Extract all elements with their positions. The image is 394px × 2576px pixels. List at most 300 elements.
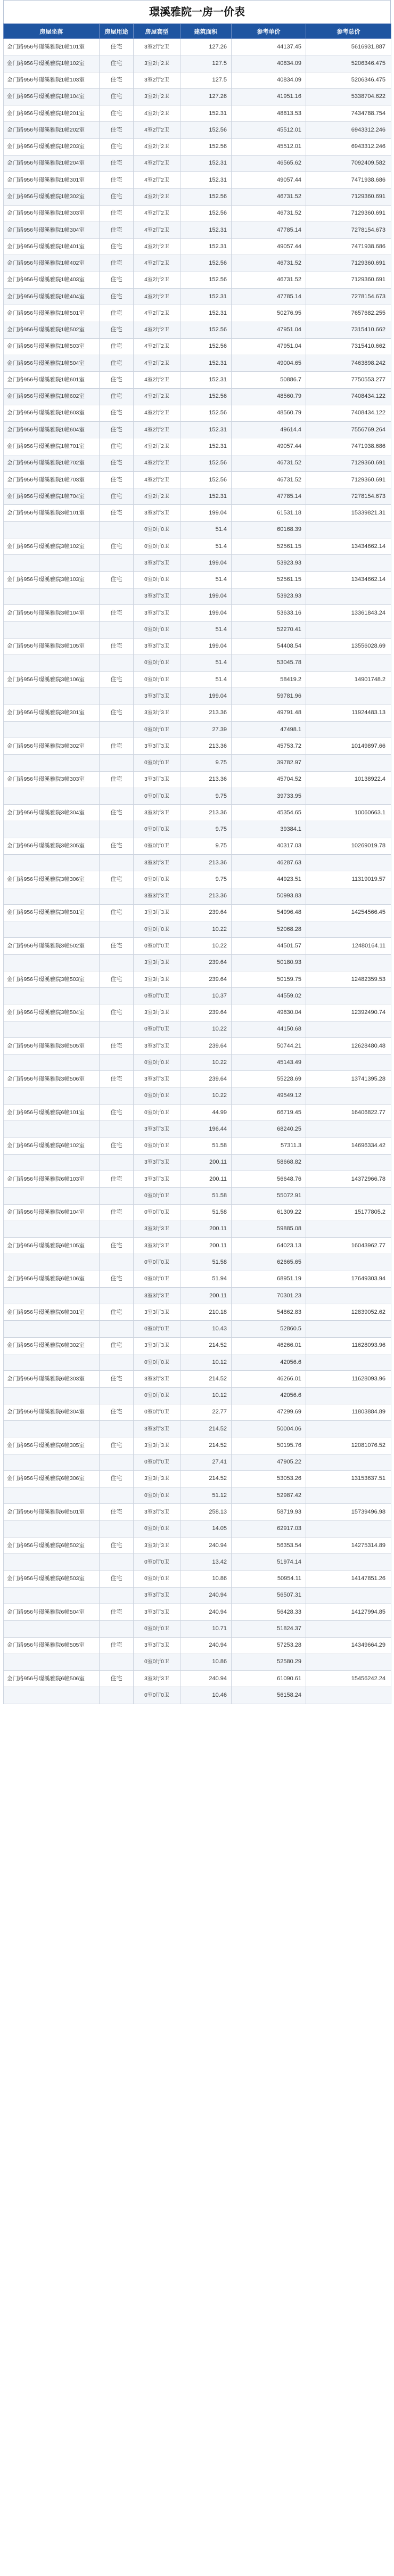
table-row [4,1004,391,1021]
cell-layout: 4室2厅2卫 [134,438,180,455]
cell-usage: 住宅 [100,72,134,88]
cell-location: 金门路956号璟溪雅院1幢402室 [4,255,100,272]
cell-unit-price: 44923.51 [232,871,306,888]
cell-location [4,1554,100,1571]
cell-layout: 3室3厅3卫 [134,1537,180,1553]
table-row [4,705,391,721]
cell-total-price: 10060663.1 [306,805,391,821]
cell-area: 239.64 [180,954,232,971]
cell-total-price [306,721,391,738]
cell-unit-price: 55072.91 [232,1188,306,1204]
cell-total-price: 10138922.4 [306,771,391,788]
cell-layout: 0室0厅0卫 [134,838,180,854]
header-total-price: 参考总价 [306,24,391,39]
cell-layout: 4室2厅2卫 [134,372,180,388]
cell-total-price: 13153637.51 [306,1470,391,1487]
cell-unit-price: 50954.11 [232,1571,306,1587]
table-row [4,1171,391,1188]
table-row [4,322,391,338]
cell-layout: 0室0厅0卫 [134,1654,180,1670]
cell-unit-price: 61309.22 [232,1204,306,1221]
table-row [4,1671,391,1687]
cell-area: 199.04 [180,555,232,571]
cell-usage: 住宅 [100,322,134,338]
cell-total-price: 11803884.89 [306,1404,391,1420]
cell-layout: 4室2厅2卫 [134,255,180,272]
cell-area: 51.4 [180,521,232,538]
cell-location: 金门路956号璟溪雅院3幢104室 [4,605,100,621]
table-row [4,1021,391,1037]
table-row [4,904,391,921]
cell-usage: 住宅 [100,1238,134,1254]
table-row [4,1138,391,1154]
cell-area: 239.64 [180,1071,232,1087]
cell-area: 51.94 [180,1271,232,1287]
cell-area: 152.31 [180,355,232,372]
cell-area: 152.31 [180,438,232,455]
cell-total-price: 15177805.2 [306,1204,391,1221]
cell-total-price [306,1487,391,1504]
cell-location: 金门路956号璟溪雅院6幢506室 [4,1671,100,1687]
cell-total-price: 13434662.14 [306,538,391,554]
cell-area: 239.64 [180,1004,232,1021]
cell-unit-price: 49057.44 [232,438,306,455]
cell-unit-price: 51974.14 [232,1554,306,1571]
cell-usage: 住宅 [100,505,134,521]
cell-layout: 4室2厅2卫 [134,305,180,322]
cell-location [4,1021,100,1037]
cell-area: 127.26 [180,88,232,105]
cell-area: 10.37 [180,988,232,1004]
cell-usage: 住宅 [100,1304,134,1321]
table-row [4,938,391,954]
cell-total-price: 7129360.691 [306,205,391,222]
cell-unit-price: 46266.01 [232,1337,306,1354]
cell-total-price [306,1354,391,1370]
cell-layout: 3室3厅3卫 [134,1121,180,1138]
cell-layout: 4室2厅2卫 [134,172,180,189]
cell-usage: 住宅 [100,239,134,255]
cell-total-price: 7278154.673 [306,488,391,505]
table-row [4,1437,391,1454]
table-row [4,1537,391,1553]
cell-usage: 住宅 [100,938,134,954]
cell-layout: 3室3厅3卫 [134,1421,180,1437]
table-row [4,1487,391,1504]
cell-usage [100,954,134,971]
cell-total-price: 14901748.2 [306,672,391,688]
cell-unit-price: 46731.52 [232,255,306,272]
cell-area: 239.64 [180,904,232,921]
table-row [4,355,391,372]
cell-area: 10.46 [180,1687,232,1704]
cell-unit-price: 53633.16 [232,605,306,621]
cell-total-price: 14349664.29 [306,1637,391,1654]
cell-total-price: 14147851.26 [306,1571,391,1587]
cell-total-price [306,1421,391,1437]
cell-layout: 4室2厅2卫 [134,422,180,438]
cell-usage: 住宅 [100,205,134,222]
cell-unit-price: 52561.15 [232,571,306,588]
cell-unit-price: 56353.54 [232,1537,306,1553]
cell-layout: 0室0厅0卫 [134,1487,180,1504]
cell-location: 金门路956号璟溪雅院3幢505室 [4,1037,100,1054]
cell-unit-price: 44501.57 [232,938,306,954]
cell-layout: 3室2厅2卫 [134,55,180,72]
cell-location [4,655,100,671]
cell-total-price: 6943312.246 [306,138,391,155]
cell-area: 10.43 [180,1321,232,1337]
cell-location: 金门路956号璟溪雅院6幢301室 [4,1304,100,1321]
table-row [4,1520,391,1537]
cell-total-price: 7129360.691 [306,272,391,288]
cell-layout: 0室0厅0卫 [134,1087,180,1104]
cell-area: 214.52 [180,1421,232,1437]
table-row [4,105,391,122]
cell-usage: 住宅 [100,172,134,189]
cell-usage: 住宅 [100,455,134,471]
cell-layout: 4室2厅2卫 [134,122,180,138]
table-row [4,1404,391,1420]
cell-location [4,1587,100,1604]
cell-unit-price: 62665.65 [232,1254,306,1271]
cell-unit-price: 48560.79 [232,388,306,405]
cell-usage: 住宅 [100,705,134,721]
cell-location [4,721,100,738]
cell-layout: 3室3厅3卫 [134,1371,180,1387]
cell-usage: 住宅 [100,805,134,821]
cell-area: 152.56 [180,122,232,138]
cell-location: 金门路956号璟溪雅院6幢306室 [4,1470,100,1487]
cell-unit-price: 56648.76 [232,1171,306,1188]
cell-usage: 住宅 [100,672,134,688]
cell-total-price: 7463898.242 [306,355,391,372]
cell-usage: 住宅 [100,1171,134,1188]
cell-usage [100,621,134,638]
cell-usage: 住宅 [100,1371,134,1387]
cell-total-price: 6943312.246 [306,122,391,138]
table-row [4,1254,391,1271]
cell-area: 258.13 [180,1504,232,1520]
cell-area: 196.44 [180,1121,232,1138]
cell-usage: 住宅 [100,305,134,322]
cell-area: 240.94 [180,1637,232,1654]
cell-location [4,1321,100,1337]
cell-location [4,1188,100,1204]
cell-usage [100,521,134,538]
cell-unit-price: 47951.04 [232,322,306,338]
cell-location: 金门路956号璟溪雅院6幢502室 [4,1537,100,1553]
cell-area: 44.99 [180,1105,232,1121]
cell-location: 金门路956号璟溪雅院6幢106室 [4,1271,100,1287]
cell-location [4,1687,100,1704]
cell-unit-price: 68240.25 [232,1121,306,1138]
table-row [4,1587,391,1604]
cell-usage: 住宅 [100,1037,134,1054]
cell-usage [100,1054,134,1071]
table-row [4,1571,391,1587]
cell-layout: 0室0厅0卫 [134,621,180,638]
cell-location: 金门路956号璟溪雅院3幢301室 [4,705,100,721]
cell-location: 金门路956号璟溪雅院1幢104室 [4,88,100,105]
cell-total-price: 12628480.48 [306,1037,391,1054]
cell-location: 金门路956号璟溪雅院1幢202室 [4,122,100,138]
cell-area: 152.31 [180,105,232,122]
table-row [4,172,391,189]
cell-layout: 4室2厅2卫 [134,488,180,505]
cell-usage: 住宅 [100,155,134,171]
cell-location: 金门路956号璟溪雅院1幢601室 [4,372,100,388]
cell-unit-price: 47905.22 [232,1454,306,1470]
cell-layout: 0室0厅0卫 [134,821,180,838]
cell-total-price: 7556769.264 [306,422,391,438]
cell-unit-price: 51824.37 [232,1621,306,1637]
cell-total-price: 14372966.78 [306,1171,391,1188]
cell-area: 10.22 [180,938,232,954]
cell-layout: 0室0厅0卫 [134,871,180,888]
cell-location [4,621,100,638]
cell-layout: 0室0厅0卫 [134,655,180,671]
cell-unit-price: 39782.97 [232,755,306,771]
cell-unit-price: 49791.48 [232,705,306,721]
cell-location [4,521,100,538]
cell-usage [100,1154,134,1171]
cell-unit-price: 50004.06 [232,1421,306,1437]
cell-area: 152.31 [180,222,232,238]
cell-location: 金门路956号璟溪雅院3幢502室 [4,938,100,954]
cell-area: 200.11 [180,1287,232,1304]
cell-unit-price: 52561.15 [232,538,306,554]
cell-usage: 住宅 [100,1004,134,1021]
cell-usage: 住宅 [100,1271,134,1287]
cell-unit-price: 42056.6 [232,1354,306,1370]
cell-unit-price: 49830.04 [232,1004,306,1021]
cell-layout: 0室0厅0卫 [134,1204,180,1221]
table-row [4,138,391,155]
cell-area: 10.86 [180,1654,232,1670]
table-row [4,388,391,405]
cell-location: 金门路956号璟溪雅院6幢303室 [4,1371,100,1387]
cell-location: 金门路956号璟溪雅院6幢304室 [4,1404,100,1420]
table-row [4,805,391,821]
table-row [4,1604,391,1620]
cell-total-price: 16406822.77 [306,1105,391,1121]
cell-layout: 0室0厅0卫 [134,788,180,804]
cell-usage: 住宅 [100,1470,134,1487]
cell-unit-price: 45143.49 [232,1054,306,1071]
table-row [4,1188,391,1204]
cell-total-price: 12392490.74 [306,1004,391,1021]
cell-total-price [306,988,391,1004]
cell-unit-price: 46731.52 [232,272,306,288]
cell-area: 51.4 [180,571,232,588]
cell-layout: 3室3厅3卫 [134,855,180,871]
cell-area: 240.94 [180,1587,232,1604]
cell-total-price: 12839052.62 [306,1304,391,1321]
cell-area: 10.22 [180,1021,232,1037]
table-row [4,288,391,305]
cell-usage: 住宅 [100,255,134,272]
cell-location: 金门路956号璟溪雅院1幢604室 [4,422,100,438]
cell-location [4,954,100,971]
cell-layout: 4室2厅2卫 [134,105,180,122]
cell-unit-price: 55228.69 [232,1071,306,1087]
cell-area: 9.75 [180,871,232,888]
table-row [4,521,391,538]
table-row [4,538,391,554]
cell-total-price: 7750553.277 [306,372,391,388]
cell-usage [100,1520,134,1537]
table-row [4,189,391,205]
table-row [4,1387,391,1404]
cell-area: 9.75 [180,821,232,838]
cell-layout: 0室0厅0卫 [134,571,180,588]
cell-unit-price: 48560.79 [232,405,306,421]
cell-total-price: 11628093.96 [306,1371,391,1387]
cell-usage: 住宅 [100,138,134,155]
cell-usage: 住宅 [100,355,134,372]
cell-area: 10.86 [180,1571,232,1587]
table-row [4,438,391,455]
cell-layout: 3室3厅3卫 [134,1504,180,1520]
cell-total-price: 7471938.686 [306,239,391,255]
cell-layout: 0室0厅0卫 [134,938,180,954]
cell-layout: 3室3厅3卫 [134,1221,180,1237]
cell-layout: 3室3厅3卫 [134,1037,180,1054]
header-layout: 房屋套型 [134,24,180,39]
cell-unit-price: 62917.03 [232,1520,306,1537]
cell-layout: 4室2厅2卫 [134,388,180,405]
cell-area: 127.5 [180,72,232,88]
cell-area: 152.56 [180,322,232,338]
cell-location [4,788,100,804]
page-title: 璟溪雅院一房一价表 [3,0,391,23]
table-row [4,39,391,55]
cell-unit-price: 39384.1 [232,821,306,838]
cell-usage: 住宅 [100,771,134,788]
table-row [4,672,391,688]
cell-usage: 住宅 [100,904,134,921]
cell-total-price: 17649303.94 [306,1271,391,1287]
cell-unit-price: 50195.76 [232,1437,306,1454]
cell-total-price [306,1321,391,1337]
cell-layout: 4室2厅2卫 [134,189,180,205]
cell-location: 金门路956号璟溪雅院6幢505室 [4,1637,100,1654]
cell-usage [100,1087,134,1104]
cell-area: 213.36 [180,855,232,871]
cell-layout: 3室3厅3卫 [134,904,180,921]
cell-usage: 住宅 [100,838,134,854]
cell-layout: 0室0厅0卫 [134,1520,180,1537]
table-row [4,1271,391,1287]
cell-usage [100,888,134,904]
cell-unit-price: 47785.14 [232,288,306,305]
cell-total-price [306,1554,391,1571]
cell-total-price: 7408434.122 [306,388,391,405]
cell-location [4,1520,100,1537]
cell-usage [100,1554,134,1571]
cell-usage: 住宅 [100,272,134,288]
table-row [4,1204,391,1221]
cell-unit-price: 57311.3 [232,1138,306,1154]
cell-unit-price: 47498.1 [232,721,306,738]
cell-unit-price: 47785.14 [232,488,306,505]
cell-total-price [306,1087,391,1104]
cell-usage [100,1587,134,1604]
table-row [4,1287,391,1304]
cell-usage: 住宅 [100,1138,134,1154]
cell-total-price [306,1154,391,1171]
cell-total-price: 7657682.255 [306,305,391,322]
cell-unit-price: 50886.7 [232,372,306,388]
cell-location [4,1387,100,1404]
price-table [3,23,391,1704]
cell-usage: 住宅 [100,488,134,505]
cell-location: 金门路956号璟溪雅院1幢704室 [4,488,100,505]
cell-total-price [306,688,391,705]
cell-location: 金门路956号璟溪雅院3幢106室 [4,672,100,688]
table-row [4,205,391,222]
cell-layout: 4室2厅2卫 [134,288,180,305]
cell-layout: 4室2厅2卫 [134,338,180,355]
cell-usage: 住宅 [100,1504,134,1520]
cell-layout: 0室0厅0卫 [134,1188,180,1204]
cell-layout: 3室3厅3卫 [134,1671,180,1687]
cell-location [4,1354,100,1370]
cell-usage: 住宅 [100,638,134,655]
table-row [4,155,391,171]
table-row [4,1054,391,1071]
cell-area: 27.41 [180,1454,232,1470]
cell-unit-price: 52270.41 [232,621,306,638]
cell-layout: 0室0厅0卫 [134,721,180,738]
cell-total-price [306,555,391,571]
cell-usage: 住宅 [100,438,134,455]
cell-usage: 住宅 [100,1537,134,1553]
cell-location: 金门路956号璟溪雅院1幢103室 [4,72,100,88]
table-row [4,571,391,588]
cell-unit-price: 40834.09 [232,72,306,88]
cell-unit-price: 54862.83 [232,1304,306,1321]
cell-usage: 住宅 [100,1105,134,1121]
cell-layout: 3室3厅3卫 [134,1587,180,1604]
cell-usage: 住宅 [100,55,134,72]
table-row [4,488,391,505]
cell-usage: 住宅 [100,1437,134,1454]
header-location: 房屋坐落 [4,24,100,39]
table-row [4,1654,391,1670]
cell-area: 152.56 [180,272,232,288]
cell-unit-price: 45512.01 [232,138,306,155]
cell-total-price: 13556028.69 [306,638,391,655]
cell-area: 51.58 [180,1254,232,1271]
cell-unit-price: 52580.29 [232,1654,306,1670]
table-row [4,688,391,705]
cell-unit-price: 50159.75 [232,971,306,987]
table-row [4,1037,391,1054]
cell-location [4,1154,100,1171]
cell-location [4,755,100,771]
cell-area: 199.04 [180,688,232,705]
cell-usage: 住宅 [100,1604,134,1620]
cell-usage: 住宅 [100,222,134,238]
cell-total-price: 15456242.24 [306,1671,391,1687]
cell-location [4,1221,100,1237]
table-row [4,305,391,322]
cell-location: 金门路956号璟溪雅院1幢403室 [4,272,100,288]
cell-area: 213.36 [180,705,232,721]
cell-unit-price: 46731.52 [232,471,306,488]
